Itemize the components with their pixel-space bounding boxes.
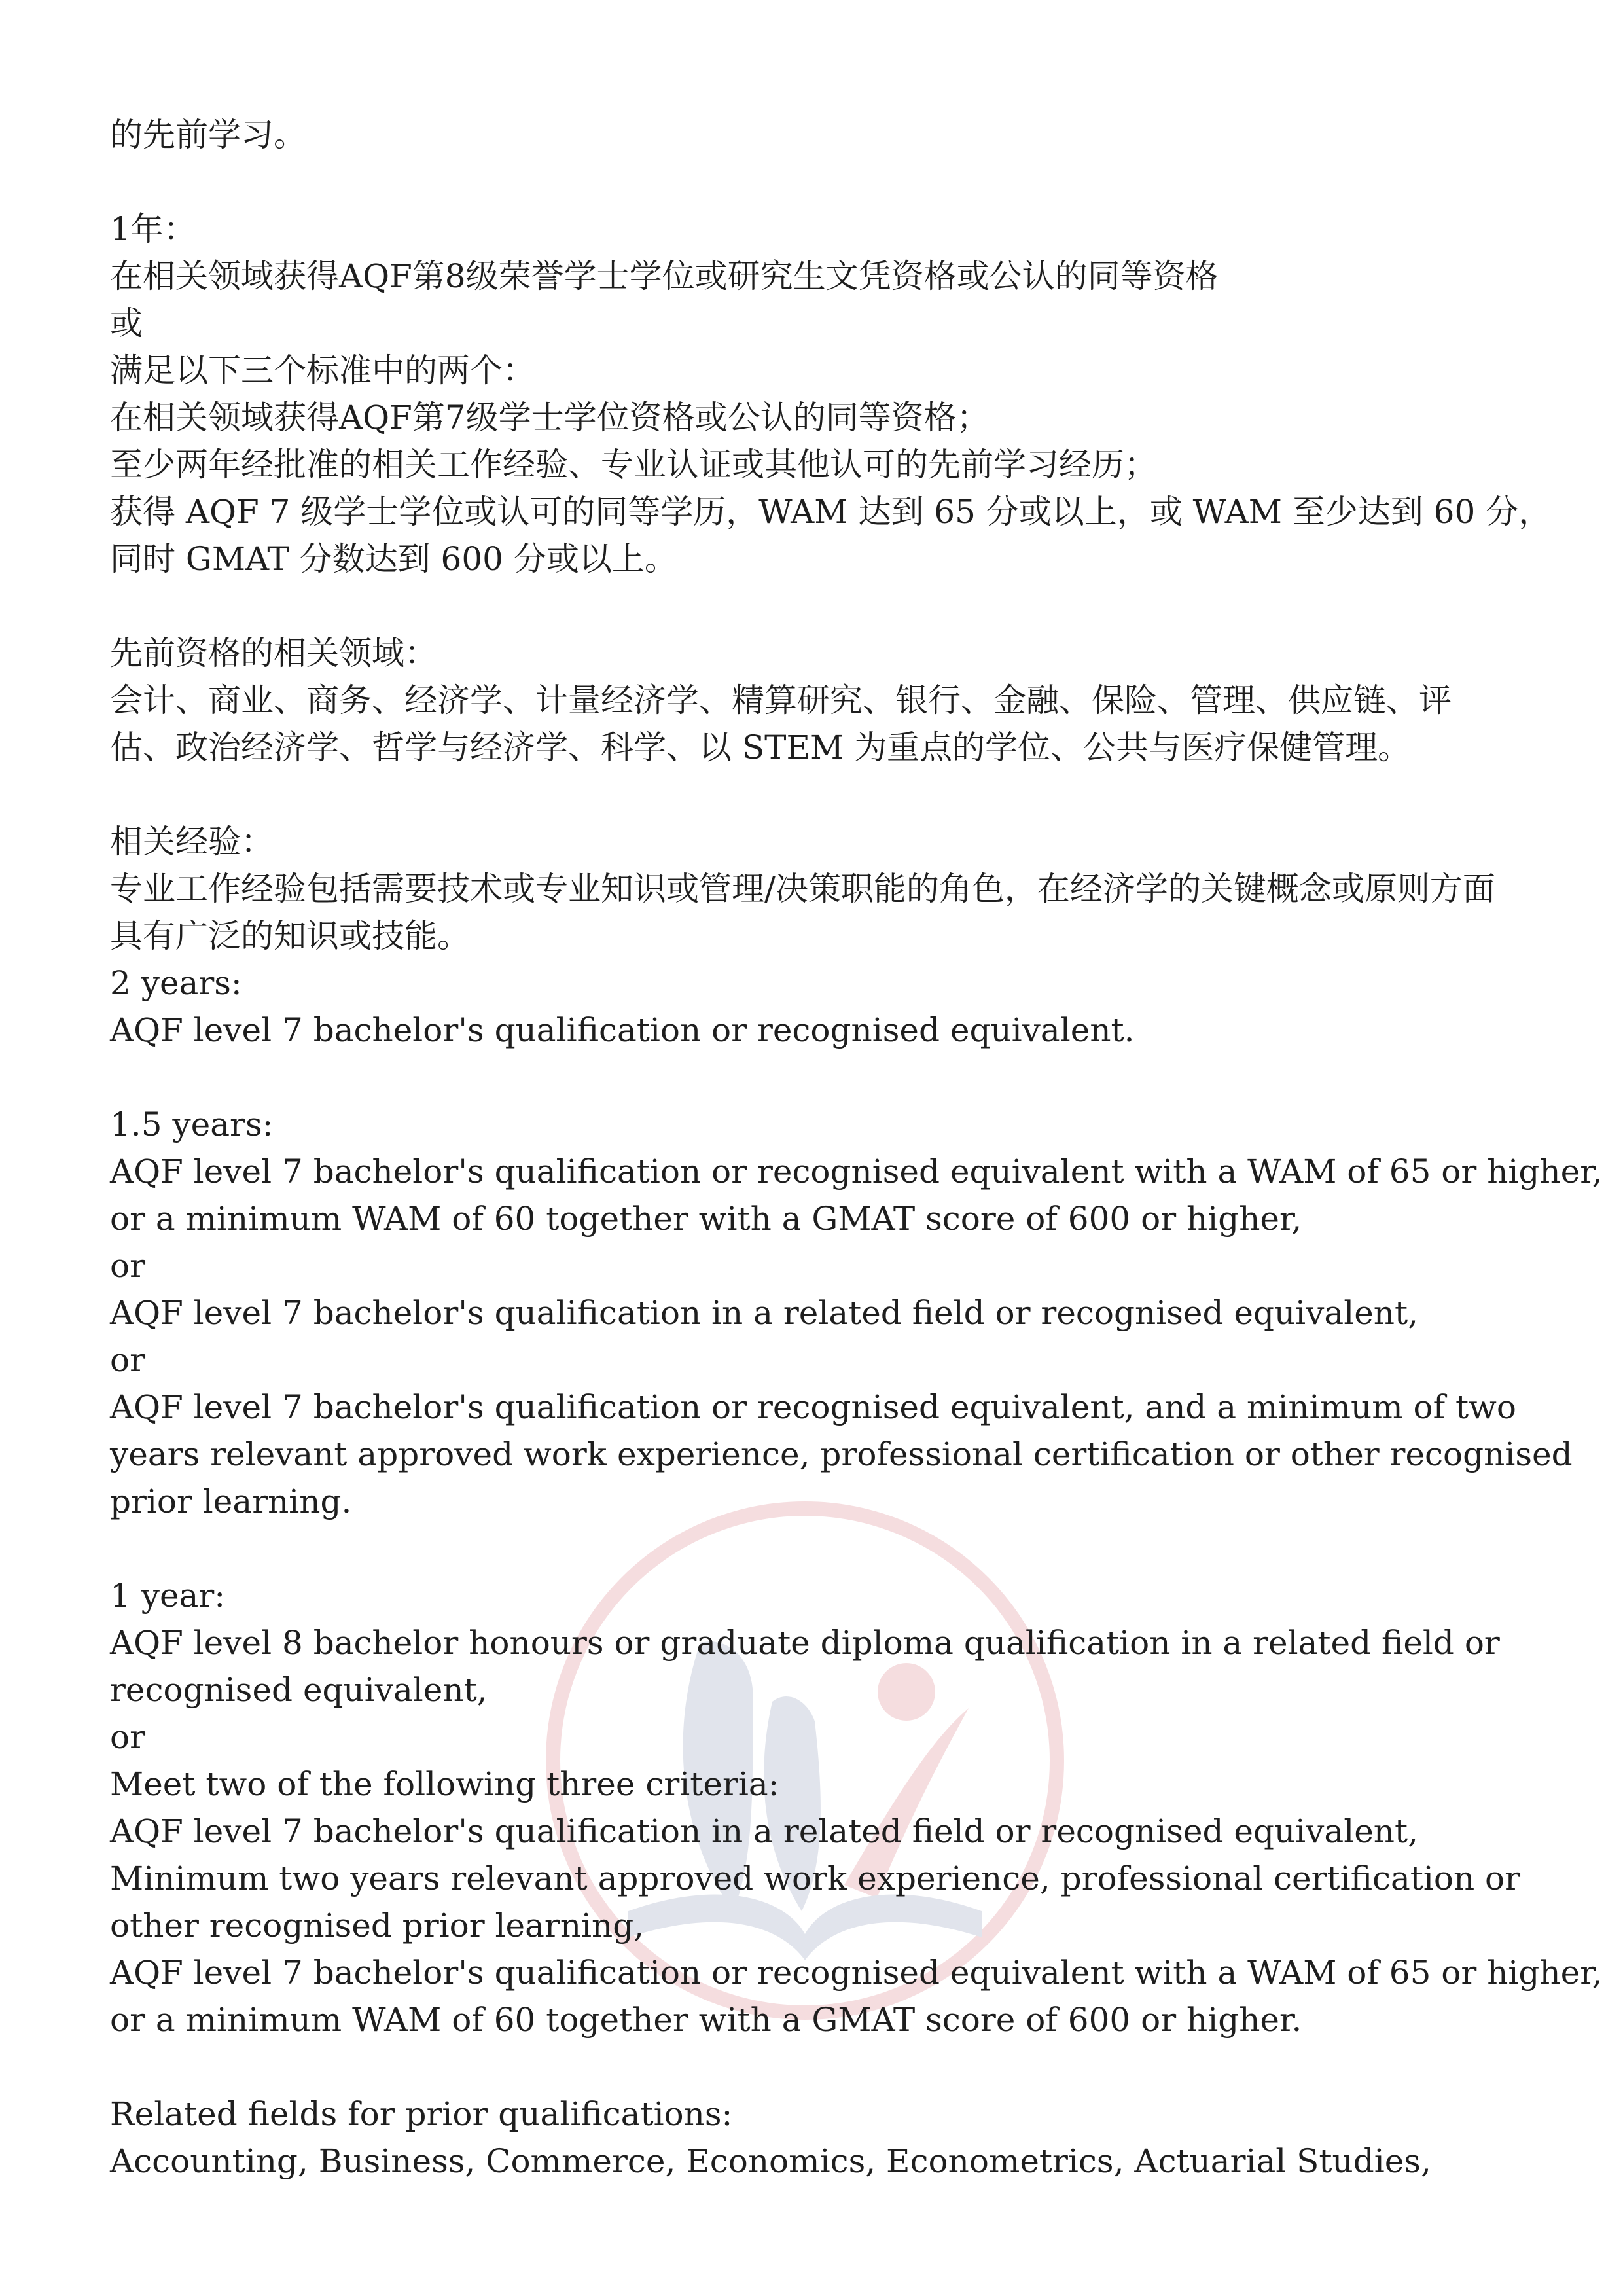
text-line: AQF level 7 bachelor's qualification or recognised equivalent, and a minimum of two [110,1388,1517,1426]
text-line: 专业工作经验包括需要技术或专业知识或管理/决策职能的角色，在经济学的关键概念或原则方面 [110,870,1495,908]
text-line: prior learning. [110,1482,352,1520]
text-line: or [110,1341,146,1379]
blank-line [110,583,1524,630]
document-body [110,111,1603,2185]
text-line: AQF level 7 bachelor's qualification or recognised equivalent with a WAM of 65 or higher, [110,1153,1603,1191]
text-line: 会计、商业、商务、经济学、计量经济学、精算研究、银行、金融、保险、管理、供应链、评 [110,681,1452,719]
text-line: 具有广泛的知识或技能。 [110,917,470,955]
text-line: AQF level 7 bachelor's qualification in a related field or recognised equivalent, [110,1294,1418,1332]
text-line: Accounting, Business, Commerce, Economics, Econometrics, Actuarial Studies, [110,2142,1431,2180]
text-line: or [110,1247,146,1285]
text-line: Related fields for prior qualifications: [110,2095,733,2133]
blank-line [110,1525,1524,1572]
text-line: 在相关领域获得AQF第8级荣誉学士学位或研究生文凭资格或公认的同等资格 [110,257,1219,295]
text-line: 相关经验： [110,823,274,861]
text-line: AQF level 8 bachelor honours or graduate diploma qualification in a related field or [110,1624,1500,1662]
text-line: or a minimum WAM of 60 together with a GMAT score of 600 or higher, [110,1200,1302,1238]
blank-line [110,158,1524,206]
text-line: Minimum two years relevant approved work experience, professional certification or [110,1859,1521,1897]
text-line: other recognised prior learning, [110,1907,645,1945]
text-line: AQF level 7 bachelor's qualification or recognised equivalent. [110,1011,1135,1049]
blank-line [110,1054,1524,1101]
text-line: 1.5 years: [110,1105,274,1143]
text-line: 至少两年经批准的相关工作经验、专业认证或其他认可的先前学习经历； [110,446,1157,484]
text-line: AQF level 7 bachelor's qualification or recognised equivalent with a WAM of 65 or higher, [110,1954,1603,1992]
text-line: 同时 GMAT 分数达到 600 分或以上。 [110,540,677,578]
text-line: 2 years: [110,964,242,1002]
blank-line [110,2043,1524,2090]
text-line: 获得 AQF 7 级学士学位或认可的同等学历，WAM 达到 65 分或以上，或 WAM 至少达到 60 分， [110,493,1552,531]
text-line: 1 year: [110,1577,226,1615]
text-line: 的先前学习。 [110,116,306,154]
text-line: recognised equivalent, [110,1671,488,1709]
text-line: 在相关领域获得AQF第7级学士学位资格或公认的同等资格； [110,399,990,437]
text-line: 或 [110,304,143,342]
blank-line [110,771,1524,818]
text-line: 1年： [110,210,196,248]
text-line: years relevant approved work experience, professional certification or other recognised [110,1435,1573,1473]
text-line: or [110,1718,146,1756]
text-line: or a minimum WAM of 60 together with a GMAT score of 600 or higher. [110,2001,1302,2039]
text-line: Meet two of the following three criteria: [110,1765,779,1803]
text-line: 满足以下三个标准中的两个： [110,351,535,389]
text-line: 先前资格的相关领域： [110,634,437,672]
text-line: AQF level 7 bachelor's qualification in a related field or recognised equivalent, [110,1812,1418,1850]
text-line: 估、政治经济学、哲学与经济学、科学、以 STEM 为重点的学位、公共与医疗保健管理。 [110,728,1411,766]
